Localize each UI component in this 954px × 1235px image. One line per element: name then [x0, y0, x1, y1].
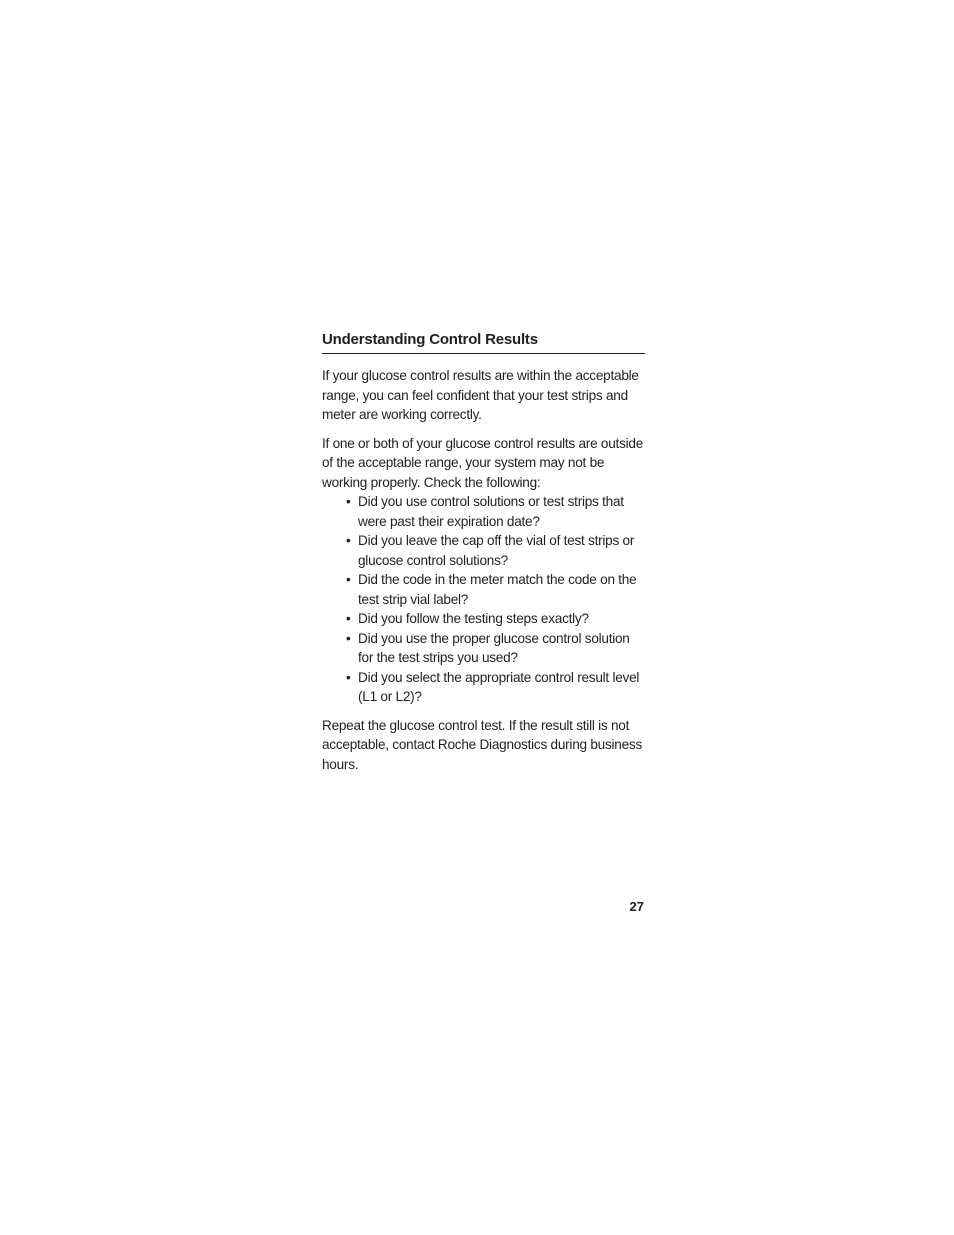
bullet-icon: •	[346, 669, 351, 685]
bullet-icon: •	[346, 494, 351, 509]
intro-paragraph: If your glucose control results are within the acceptable range, you can feel confident that your test strips and meter are working correctly.	[322, 368, 639, 422]
outside-range-paragraph: If one or both of your glucose control results are outside of the acceptable range, your system may not be working properly. Check the following:	[322, 435, 644, 490]
list-item	[346, 609, 645, 629]
list-item-text: Did you select the appropriate control result level (L1 or L2)?	[358, 669, 640, 704]
bullet-icon: •	[346, 630, 351, 646]
list-item	[346, 629, 645, 668]
section-title: Understanding Control Results	[322, 330, 645, 354]
list-item	[346, 531, 645, 570]
list-item	[346, 492, 645, 531]
list-item	[346, 570, 645, 609]
bullet-icon: •	[346, 611, 351, 626]
list-item-text: Did you leave the cap off the vial of test strips or glucose control solutions?	[358, 533, 635, 568]
list-item-text: Did the code in the meter match the code on the test strip vial label?	[358, 572, 637, 607]
list-item-text: Did you follow the testing steps exactly?	[358, 611, 589, 626]
page-number: 27	[629, 899, 644, 914]
list-item	[346, 668, 645, 707]
page-content	[322, 330, 645, 774]
bullet-icon: •	[346, 533, 351, 548]
bullet-icon: •	[346, 572, 351, 587]
checklist	[322, 492, 645, 707]
repeat-test-paragraph: Repeat the glucose control test. If the result still is not acceptable, contact Roche Diagnostics during business hours.	[322, 717, 642, 772]
list-item-text: Did you use the proper glucose control solution for the test strips you used?	[358, 630, 630, 665]
list-item-text: Did you use control solutions or test strips that were past their expiration date?	[358, 494, 624, 529]
